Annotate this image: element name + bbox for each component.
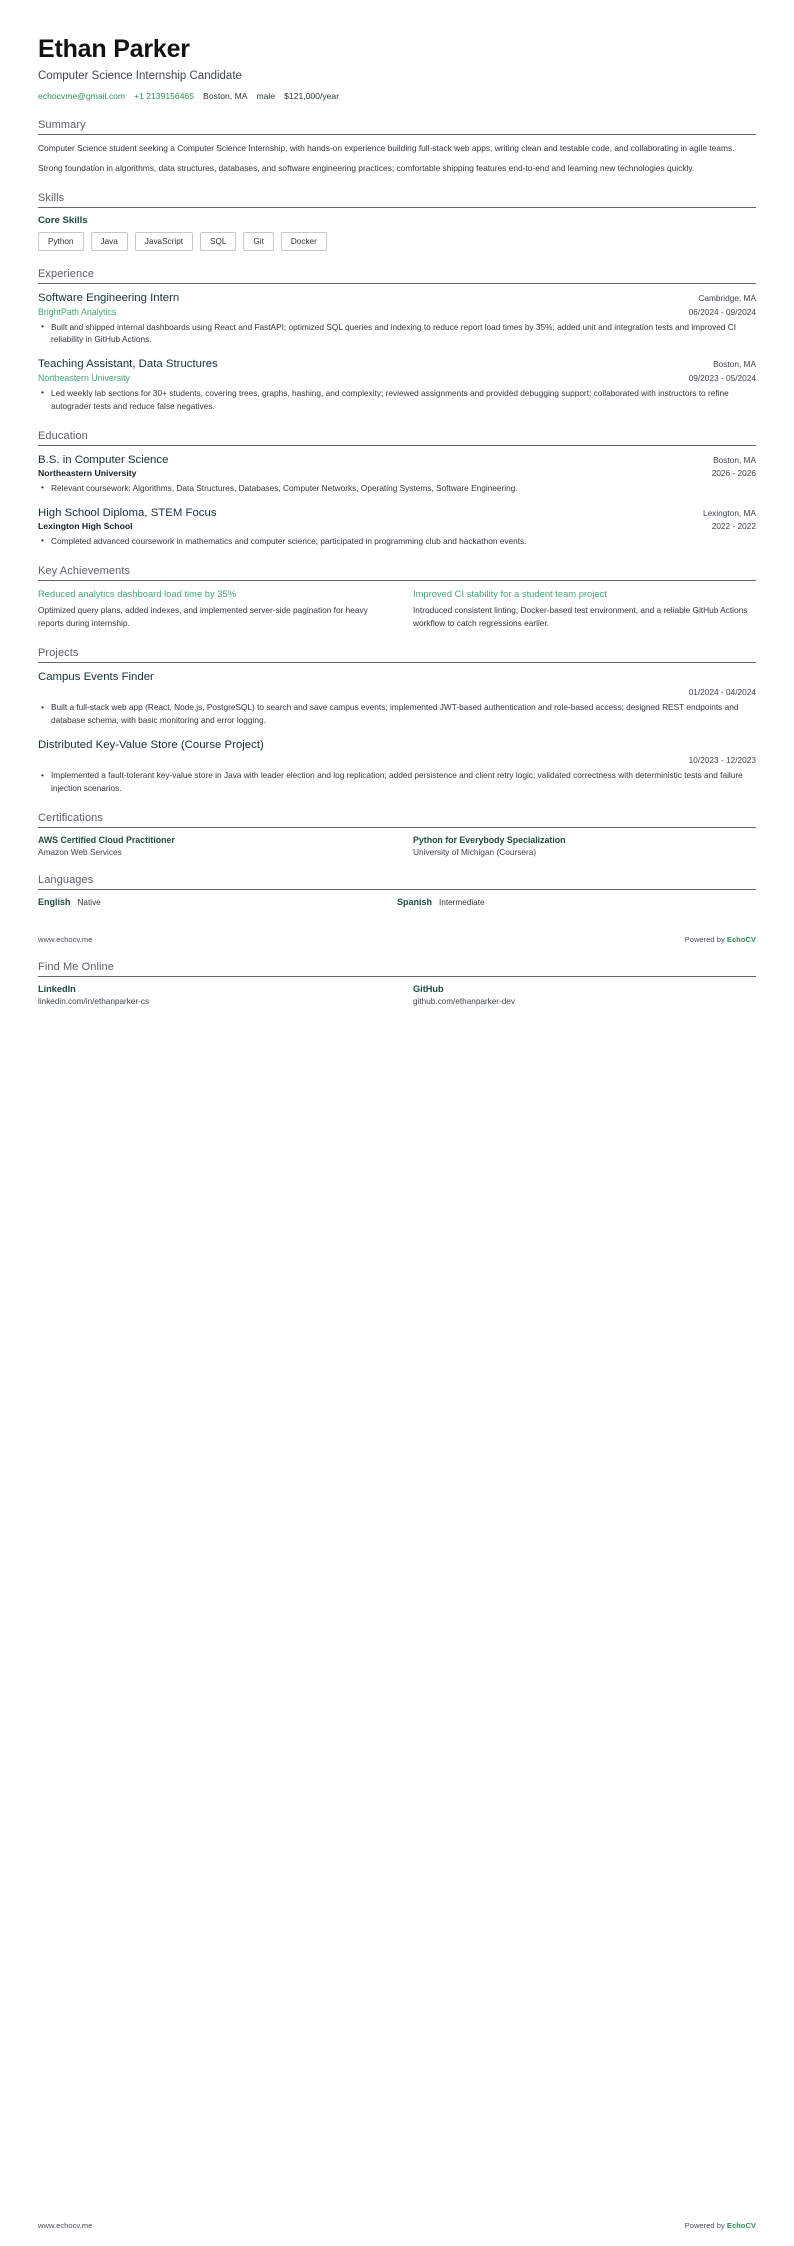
education-entry bbox=[38, 506, 756, 548]
job-title: Software Engineering Intern bbox=[38, 292, 180, 305]
entry-header bbox=[38, 453, 756, 467]
bullet-item: • Relevant coursework: Algorithms, Data Structures, Databases, Computer Networks, Operating Systems, Software Engineering. bbox=[51, 482, 756, 495]
contact-salary: $121,000/year bbox=[284, 91, 340, 101]
footer-site: www.echocv.me bbox=[38, 2221, 93, 2230]
bottom-page-footer bbox=[38, 2221, 756, 2230]
languages-grid bbox=[38, 897, 756, 907]
job-dates: 06/2024 - 09/2024 bbox=[688, 306, 756, 317]
section-title-education: Education bbox=[38, 429, 88, 442]
achievement-item bbox=[38, 588, 381, 630]
link-url[interactable]: github.com/ethanparker-dev bbox=[413, 997, 515, 1007]
online-link-item[interactable] bbox=[38, 984, 381, 1006]
section-title-find-me-online: Find Me Online bbox=[38, 961, 114, 974]
job-dates: 09/2023 - 05/2024 bbox=[688, 372, 756, 383]
certification-name: AWS Certified Cloud Practitioner bbox=[38, 835, 175, 846]
skill-chip: JavaScript bbox=[135, 232, 193, 251]
entry-subheader bbox=[38, 307, 756, 317]
bullet-item: • Implemented a fault-tolerant key-value store in Java with leader election and log replication; added persistence and client retry logic; validated correctness with deterministic tests and failure injection scenarios. bbox=[51, 769, 756, 795]
project-dates: 10/2023 - 12/2023 bbox=[688, 755, 756, 766]
section-languages bbox=[38, 874, 756, 907]
section-title-languages: Languages bbox=[38, 874, 94, 887]
section-find-me-online bbox=[38, 961, 756, 1006]
degree-title: High School Diploma, STEM Focus bbox=[38, 506, 217, 519]
bullet-list bbox=[38, 769, 756, 795]
entry-subheader bbox=[38, 373, 756, 383]
skill-chip-row bbox=[38, 232, 756, 251]
achievement-item bbox=[413, 588, 756, 630]
contact-phone[interactable]: +1 2139156465 bbox=[134, 91, 195, 101]
bullet-list bbox=[38, 701, 756, 727]
project-entry bbox=[38, 738, 756, 795]
skill-chip: Java bbox=[91, 232, 128, 251]
section-education bbox=[38, 430, 756, 548]
company-name: BrightPath Analytics bbox=[38, 306, 117, 317]
entry-subheader bbox=[38, 468, 756, 478]
language-item bbox=[38, 897, 397, 907]
project-title: Distributed Key-Value Store (Course Project) bbox=[38, 738, 264, 751]
footer-powered-by bbox=[685, 935, 756, 944]
job-location: Boston, MA bbox=[713, 359, 756, 370]
language-name: English bbox=[38, 897, 71, 908]
achievement-title: Improved CI stability for a student team project bbox=[413, 587, 607, 599]
section-divider bbox=[38, 134, 756, 135]
company-name: Northeastern University bbox=[38, 372, 130, 383]
certification-item bbox=[413, 835, 756, 857]
skill-chip: Git bbox=[243, 232, 273, 251]
achievement-title: Reduced analytics dashboard load time by 35% bbox=[38, 587, 237, 599]
footer-brand: EchoCV bbox=[726, 935, 756, 945]
school-name: Lexington High School bbox=[38, 520, 133, 531]
footer-powered-prefix: Powered by bbox=[684, 2221, 727, 2230]
candidate-headline: Computer Science Internship Candidate bbox=[38, 70, 242, 82]
bullet-list bbox=[38, 482, 756, 495]
section-projects bbox=[38, 647, 756, 795]
section-title-certifications: Certifications bbox=[38, 812, 103, 825]
achievements-grid bbox=[38, 588, 756, 630]
footer-site: www.echocv.me bbox=[38, 935, 93, 945]
bullet-item: • Built a full-stack web app (React, Node.js, PostgreSQL) to search and save campus events; implemented JWT-based authentication and role-based access; designed REST endpoints and database schema, with basic monitoring and error logging. bbox=[51, 701, 756, 727]
section-divider bbox=[38, 827, 756, 828]
section-divider bbox=[38, 976, 756, 977]
project-title: Campus Events Finder bbox=[38, 670, 154, 683]
section-experience bbox=[38, 268, 756, 412]
section-title-experience: Experience bbox=[38, 268, 95, 281]
bullet-item: • Completed advanced coursework in mathematics and computer science; participated in programming club and hackathon events. bbox=[51, 535, 756, 548]
section-divider bbox=[38, 283, 756, 284]
link-platform-name: GitHub bbox=[413, 984, 444, 995]
school-location: Boston, MA bbox=[713, 454, 756, 465]
certifications-grid bbox=[38, 835, 756, 857]
footer-powered-by bbox=[685, 2221, 756, 2230]
entry-subheader bbox=[38, 521, 756, 531]
section-summary bbox=[38, 119, 756, 175]
certification-issuer: Amazon Web Services bbox=[38, 847, 122, 858]
resume-header bbox=[38, 34, 756, 102]
section-divider bbox=[38, 889, 756, 890]
skill-chip: SQL bbox=[200, 232, 236, 251]
certification-item bbox=[38, 835, 381, 857]
education-entry bbox=[38, 453, 756, 495]
bullet-list bbox=[38, 321, 756, 347]
section-skills bbox=[38, 192, 756, 251]
footer-powered-prefix: Powered by bbox=[684, 935, 727, 945]
link-platform-name: LinkedIn bbox=[38, 984, 76, 995]
language-level: Intermediate bbox=[439, 898, 485, 908]
contact-line bbox=[38, 90, 756, 102]
section-divider bbox=[38, 445, 756, 446]
section-divider bbox=[38, 662, 756, 663]
job-location: Cambridge, MA bbox=[698, 293, 756, 304]
bullet-list bbox=[38, 387, 756, 413]
section-divider bbox=[38, 207, 756, 208]
entry-header bbox=[38, 291, 756, 305]
page-footer bbox=[38, 935, 756, 944]
bullet-item: • Led weekly lab sections for 30+ students, covering trees, graphs, hashing, and complexity; reviewed assignments and provided debugging support; collaborated with instructors to refine autograder tests and reduce false negatives. bbox=[51, 387, 756, 413]
section-divider bbox=[38, 580, 756, 581]
skill-chip: Docker bbox=[281, 232, 327, 251]
language-name: Spanish bbox=[397, 897, 433, 908]
section-title-projects: Projects bbox=[38, 646, 79, 659]
contact-email[interactable]: echocvme@gmail.com bbox=[38, 91, 126, 101]
school-name: Northeastern University bbox=[38, 467, 137, 478]
online-link-item[interactable] bbox=[413, 984, 756, 1006]
section-certifications bbox=[38, 812, 756, 857]
bullet-item: • Built and shipped internal dashboards using React and FastAPI; optimized SQL queries and indexing to reduce report load times by 35%; added unit and integration tests and improved CI reliability in GitHub Actions. bbox=[51, 321, 756, 347]
certification-issuer: University of Michigan (Coursera) bbox=[413, 847, 537, 858]
links-grid bbox=[38, 984, 756, 1006]
certification-name: Python for Everybody Specialization bbox=[413, 835, 566, 846]
achievement-description: Introduced consistent linting, Docker-based test environment, and a reliable GitHub Actions workflow to catch regressions earlier. bbox=[413, 605, 748, 628]
summary-paragraph: Computer Science student seeking a Computer Science Internship, with hands-on experience building full-stack web apps, writing clean and testable code, and collaborating in agile teams. bbox=[38, 143, 735, 154]
entry-header bbox=[38, 357, 756, 371]
contact-gender: male bbox=[256, 91, 276, 101]
project-dates: 01/2024 - 04/2024 bbox=[688, 687, 756, 698]
experience-entry bbox=[38, 291, 756, 346]
section-title-summary: Summary bbox=[38, 119, 86, 132]
education-dates: 2026 - 2026 bbox=[711, 467, 756, 478]
footer-brand: EchoCV bbox=[726, 2221, 756, 2230]
language-item bbox=[397, 897, 756, 907]
skill-chip: Python bbox=[38, 232, 84, 251]
experience-entry bbox=[38, 357, 756, 412]
section-title-skills: Skills bbox=[38, 192, 65, 205]
summary-paragraph: Strong foundation in algorithms, data structures, databases, and software engineering practices; comfortable shipping features end-to-end and learning new technologies quickly. bbox=[38, 162, 695, 173]
skill-group-title: Core Skills bbox=[38, 215, 88, 227]
education-dates: 2022 - 2022 bbox=[711, 520, 756, 531]
section-key-achievements bbox=[38, 565, 756, 630]
candidate-name: Ethan Parker bbox=[38, 35, 190, 63]
entry-header bbox=[38, 506, 756, 520]
job-title: Teaching Assistant, Data Structures bbox=[38, 358, 218, 371]
contact-location: Boston, MA bbox=[203, 91, 248, 101]
section-title-achievements: Key Achievements bbox=[38, 564, 131, 577]
bullet-list bbox=[38, 535, 756, 548]
achievement-description: Optimized query plans, added indexes, and implemented server-side pagination for heavy reports during internship. bbox=[38, 605, 368, 628]
link-url[interactable]: linkedin.com/in/ethanparker-cs bbox=[38, 997, 150, 1007]
language-level: Native bbox=[77, 898, 101, 908]
school-location: Lexington, MA bbox=[702, 507, 756, 518]
degree-title: B.S. in Computer Science bbox=[38, 453, 169, 466]
project-entry bbox=[38, 670, 756, 727]
